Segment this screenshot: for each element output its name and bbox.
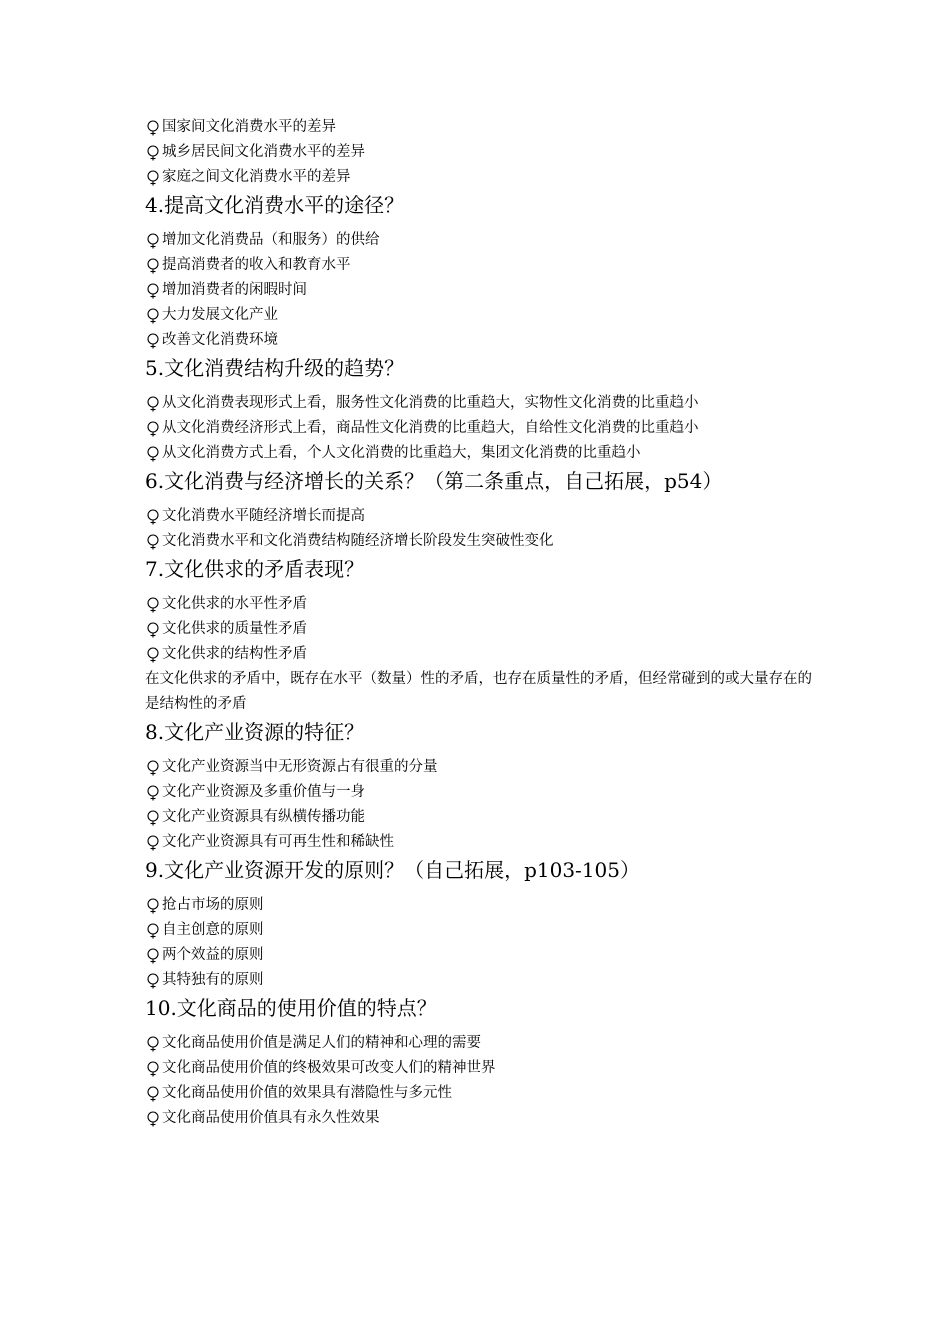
section-list bbox=[145, 755, 835, 855]
female-symbol-bullet-icon bbox=[145, 283, 161, 299]
section-list bbox=[145, 592, 835, 667]
list-item: 改善文化消费环境 bbox=[145, 328, 835, 353]
list-item: 文化消费水平和文化消费结构随经济增长阶段发生突破性变化 bbox=[145, 529, 835, 554]
female-symbol-bullet-icon bbox=[145, 597, 161, 613]
list-item: 文化供求的质量性矛盾 bbox=[145, 617, 835, 642]
section-heading: 6.文化消费与经济增长的关系？（第二条重点，自己拓展，p54） bbox=[145, 469, 723, 493]
list-item: 文化产业资源及多重价值与一身 bbox=[145, 780, 835, 805]
section-heading: 4.提高文化消费水平的途径？ bbox=[145, 193, 405, 217]
list-item: 其特独有的原则 bbox=[145, 968, 835, 993]
section-list bbox=[145, 893, 835, 993]
female-symbol-bullet-icon bbox=[145, 948, 161, 964]
female-symbol-bullet-icon bbox=[145, 760, 161, 776]
female-symbol-bullet-icon bbox=[145, 421, 161, 437]
female-symbol-bullet-icon bbox=[145, 446, 161, 462]
female-symbol-bullet-icon bbox=[145, 810, 161, 826]
female-symbol-bullet-icon bbox=[145, 509, 161, 525]
list-item: 自主创意的原则 bbox=[145, 918, 835, 943]
female-symbol-bullet-icon bbox=[145, 1036, 161, 1052]
female-symbol-bullet-icon bbox=[145, 622, 161, 638]
female-symbol-bullet-icon bbox=[145, 170, 161, 186]
female-symbol-bullet-icon bbox=[145, 396, 161, 412]
list-item: 城乡居民间文化消费水平的差异 bbox=[145, 140, 835, 165]
section-heading: 5.文化消费结构升级的趋势？ bbox=[145, 356, 405, 380]
list-item: 增加文化消费品（和服务）的供给 bbox=[145, 228, 835, 253]
female-symbol-bullet-icon bbox=[145, 785, 161, 801]
section-heading: 10.文化商品的使用价值的特点？ bbox=[145, 996, 437, 1020]
section-list bbox=[145, 1031, 835, 1131]
section-paragraph: 在文化供求的矛盾中，既存在水平（数量）性的矛盾，也存在质量性的矛盾，但经常碰到的或大量存在的是结构性的矛盾 bbox=[145, 671, 812, 712]
section-list bbox=[145, 228, 835, 353]
list-item: 文化消费水平随经济增长而提高 bbox=[145, 504, 835, 529]
female-symbol-bullet-icon bbox=[145, 1086, 161, 1102]
section-list bbox=[145, 391, 835, 466]
section-heading: 8.文化产业资源的特征？ bbox=[145, 720, 365, 744]
female-symbol-bullet-icon bbox=[145, 1111, 161, 1127]
female-symbol-bullet-icon bbox=[145, 258, 161, 274]
female-symbol-bullet-icon bbox=[145, 120, 161, 136]
list-item: 提高消费者的收入和教育水平 bbox=[145, 253, 835, 278]
female-symbol-bullet-icon bbox=[145, 534, 161, 550]
list-item: 文化产业资源具有可再生性和稀缺性 bbox=[145, 830, 835, 855]
list-item: 增加消费者的闲暇时间 bbox=[145, 278, 835, 303]
list-item: 文化商品使用价值的终极效果可改变人们的精神世界 bbox=[145, 1056, 835, 1081]
list-item: 国家间文化消费水平的差异 bbox=[145, 115, 835, 140]
section-heading: 9.文化产业资源开发的原则？（自己拓展，p103-105） bbox=[145, 858, 640, 882]
list-item: 文化供求的水平性矛盾 bbox=[145, 592, 835, 617]
list-item: 从文化消费经济形式上看，商品性文化消费的比重趋大，自给性文化消费的比重趋小 bbox=[145, 416, 835, 441]
list-item: 家庭之间文化消费水平的差异 bbox=[145, 165, 835, 190]
list-item: 文化商品使用价值是满足人们的精神和心理的需要 bbox=[145, 1031, 835, 1056]
female-symbol-bullet-icon bbox=[145, 647, 161, 663]
female-symbol-bullet-icon bbox=[145, 308, 161, 324]
list-item: 两个效益的原则 bbox=[145, 943, 835, 968]
document-page bbox=[145, 115, 835, 1131]
female-symbol-bullet-icon bbox=[145, 1061, 161, 1077]
list-item: 大力发展文化产业 bbox=[145, 303, 835, 328]
list-item: 抢占市场的原则 bbox=[145, 893, 835, 918]
list-item: 文化产业资源具有纵横传播功能 bbox=[145, 805, 835, 830]
list-item: 文化商品使用价值具有永久性效果 bbox=[145, 1106, 835, 1131]
female-symbol-bullet-icon bbox=[145, 233, 161, 249]
list-item: 从文化消费表现形式上看，服务性文化消费的比重趋大，实物性文化消费的比重趋小 bbox=[145, 391, 835, 416]
female-symbol-bullet-icon bbox=[145, 898, 161, 914]
list-item: 文化供求的结构性矛盾 bbox=[145, 642, 835, 667]
section-heading: 7.文化供求的矛盾表现？ bbox=[145, 557, 365, 581]
list-item: 文化产业资源当中无形资源占有很重的分量 bbox=[145, 755, 835, 780]
female-symbol-bullet-icon bbox=[145, 973, 161, 989]
female-symbol-bullet-icon bbox=[145, 923, 161, 939]
female-symbol-bullet-icon bbox=[145, 145, 161, 161]
section-list bbox=[145, 504, 835, 554]
female-symbol-bullet-icon bbox=[145, 333, 161, 349]
female-symbol-bullet-icon bbox=[145, 835, 161, 851]
list-item: 从文化消费方式上看，个人文化消费的比重趋大，集团文化消费的比重趋小 bbox=[145, 441, 835, 466]
list-item: 文化商品使用价值的效果具有潜隐性与多元性 bbox=[145, 1081, 835, 1106]
intro-list bbox=[145, 115, 835, 190]
